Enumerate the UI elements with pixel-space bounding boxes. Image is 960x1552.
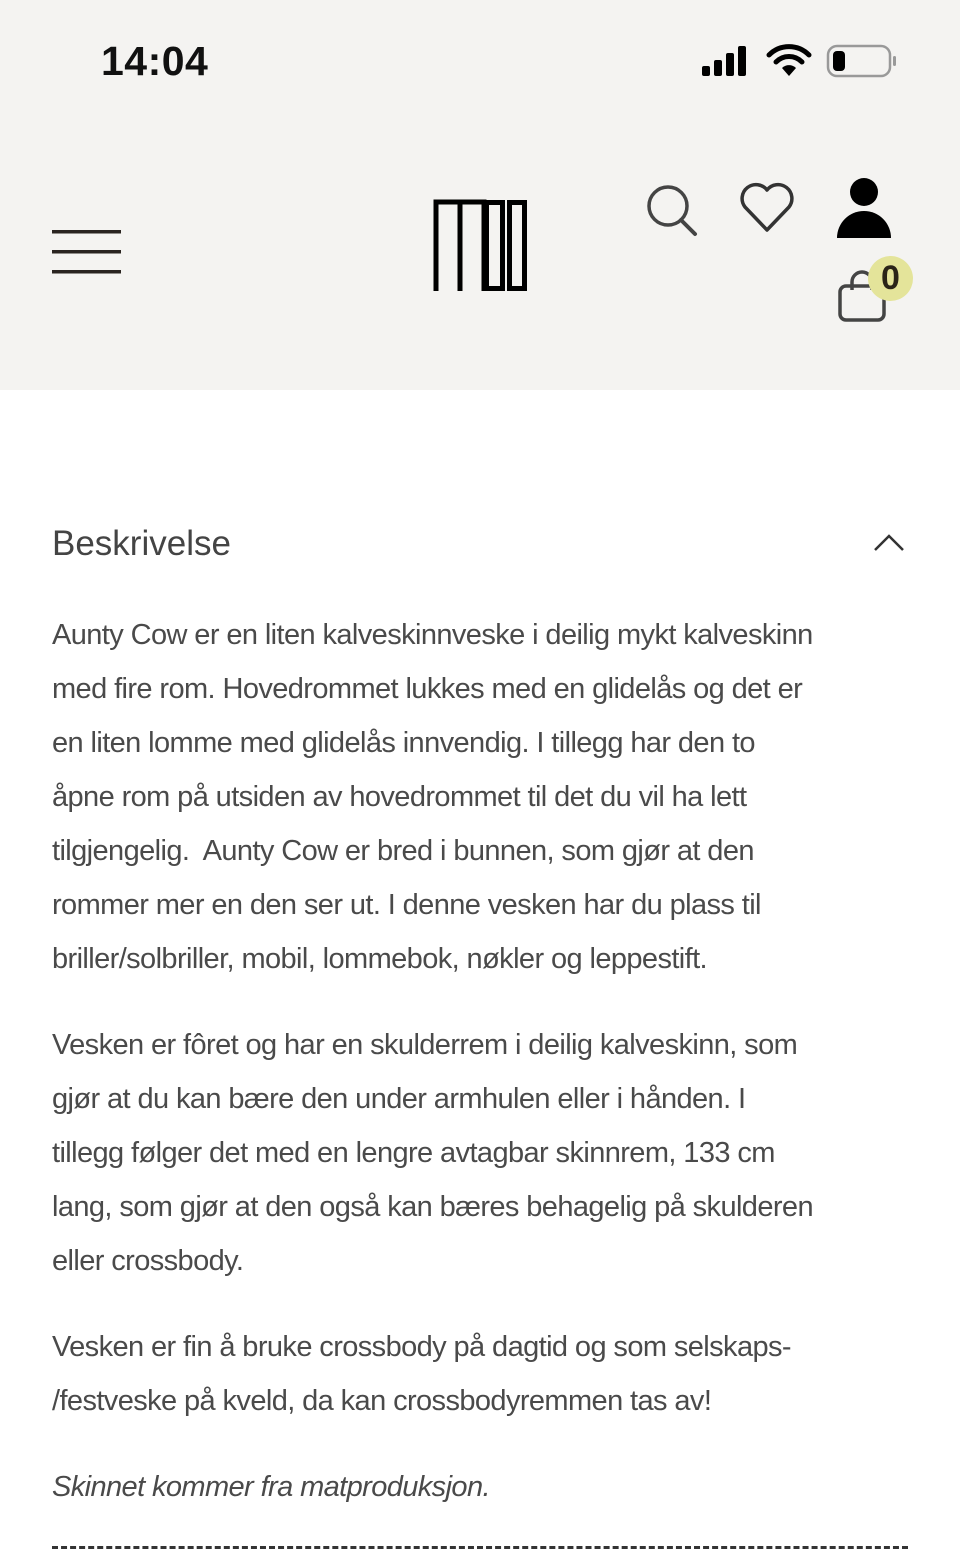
text-line: briller/solbriller, mobil, lommebok, nøkler og leppestift. [52, 943, 708, 975]
text-line: Aunty Cow er en liten kalveskinnveske i deilig mykt kalveskinn [52, 619, 813, 651]
text-line: /festveske på kveld, da kan crossbodyremmen tas av! [52, 1385, 712, 1417]
text-line: åpne rom på utsiden av hovedrommet til det du vil ha lett [52, 781, 747, 813]
status-time: 14:04 [101, 38, 209, 84]
menu-icon[interactable] [52, 230, 122, 276]
text-line: med fire rom. Hovedrommet lukkes med en glidelås og det er [52, 673, 803, 705]
paragraph [52, 608, 932, 986]
text-line: Vesken er fin å bruke crossbody på dagtid og som selskaps- [52, 1331, 791, 1363]
moo-logo[interactable] [433, 199, 527, 291]
chevron-up-icon[interactable] [873, 533, 905, 553]
paragraph [52, 1320, 932, 1428]
description-heading[interactable]: Beskrivelse [52, 524, 231, 563]
text-line: en liten lomme med glidelås innvendig. I tillegg har den to [52, 727, 755, 759]
description-body [52, 608, 932, 1514]
search-icon[interactable] [644, 182, 700, 238]
divider [52, 1546, 908, 1549]
paragraph [52, 1018, 932, 1288]
wishlist-heart-icon[interactable] [737, 180, 797, 236]
header [0, 0, 960, 390]
text-line: rommer mer en den ser ut. I denne vesken har du plass til [52, 889, 761, 921]
text-line: tilgjengelig. Aunty Cow er bred i bunnen, som gjør at den [52, 835, 754, 867]
text-line: tillegg følger det med en lengre avtagbar skinnrem, 133 cm [52, 1137, 775, 1169]
text-line: eller crossbody. [52, 1245, 244, 1277]
battery-icon [826, 44, 898, 80]
wifi-icon [766, 42, 812, 78]
text-line: lang, som gjør at den også kan bæres behagelig på skulderen [52, 1191, 813, 1223]
cart-count-badge: 0 [868, 256, 913, 301]
signal-icon [700, 44, 752, 78]
origin-note: Skinnet kommer fra matproduksjon. [52, 1471, 490, 1503]
text-line: Vesken er fôret og har en skulderrem i deilig kalveskinn, som [52, 1029, 798, 1061]
account-icon[interactable] [834, 176, 894, 238]
text-line: gjør at du kan bære den under armhulen eller i hånden. I [52, 1083, 746, 1115]
